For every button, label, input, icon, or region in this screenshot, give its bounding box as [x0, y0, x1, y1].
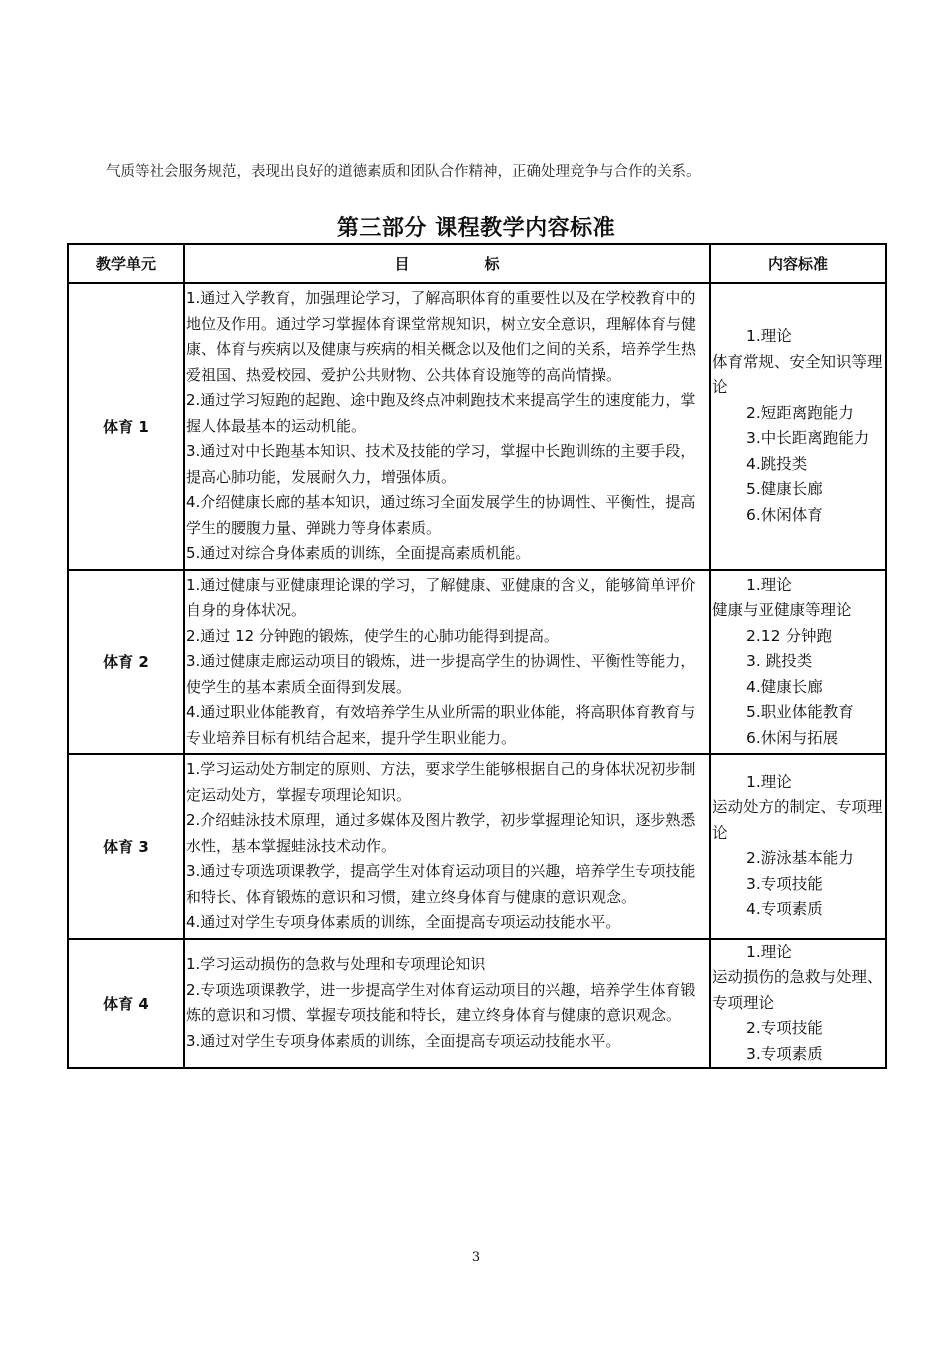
goal-item: 3.通过健康走廊运动项目的锻炼，进一步提高学生的协调性、平衡性等能力，使学生的基本素质全面得到发展。	[186, 652, 696, 696]
standard-item: 运动处方的制定、专项理论	[712, 798, 883, 842]
unit-cell: 体育 4	[68, 939, 184, 1069]
table-row	[68, 570, 886, 755]
standard-item: 6.休闲体育	[746, 505, 823, 524]
goals-cell	[184, 939, 710, 1069]
standard-item: 3.专项技能	[746, 874, 823, 893]
standard-item: 健康与亚健康等理论	[712, 601, 852, 619]
standard-item: 1.理论	[746, 575, 792, 594]
table-row	[68, 754, 886, 939]
standards-cell	[710, 283, 886, 570]
standard-item: 3.专项素质	[746, 1044, 823, 1063]
unit-cell: 体育 1	[68, 283, 184, 570]
standard-item: 2.短距离跑能力	[746, 403, 854, 422]
standard-item: 1.理论	[746, 327, 792, 346]
goals-cell	[184, 283, 710, 570]
goals-cell	[184, 570, 710, 755]
standard-item: 体育常规、安全知识等理论	[712, 352, 883, 397]
standards-cell	[710, 754, 886, 939]
table-row	[68, 939, 886, 1069]
standard-item: 5.健康长廊	[746, 480, 823, 499]
standard-item: 4.健康长廊	[746, 677, 823, 696]
standard-item: 1.理论	[746, 772, 792, 791]
standard-item: 6.休闲与拓展	[746, 728, 839, 747]
standard-item: 2.游泳基本能力	[746, 849, 854, 868]
standard-item: 3.中长距离跑能力	[746, 429, 870, 448]
goal-item: 1.通过健康与亚健康理论课的学习，了解健康、亚健康的含义，能够简单评价自身的身体状况。	[186, 575, 696, 619]
table-header-row	[68, 244, 886, 283]
standard-item: 5.职业体能教育	[746, 703, 854, 721]
intro-paragraph: 气质等社会服务规范，表现出良好的道德素质和团队合作精神，正确处理竞争与合作的关系。	[106, 164, 701, 180]
goal-item: 1.学习运动损伤的急救与处理和专项理论知识	[186, 955, 486, 974]
goal-item: 3.通过专项选项课教学，提高学生对体育运动项目的兴趣，培养学生专项技能和特长、体育锻炼的意识和习惯，建立终身体育与健康的意识观念。	[186, 862, 696, 906]
standard-item: 运动损伤的急救与处理、专项理论	[712, 968, 883, 1012]
goals-cell	[184, 754, 710, 939]
section-title: 第三部分 课程教学内容标准	[336, 216, 616, 241]
goal-item: 1.学习运动处方制定的原则、方法，要求学生能够根据自己的身体状况初步制定运动处方，掌握专项理论知识。	[186, 760, 696, 804]
goal-item: 1.通过入学教育，加强理论学习，了解高职体育的重要性以及在学校教育中的地位及作用。通过学习掌握体育课堂常规知识，树立安全意识，理解体育与健康、体育与疾病以及健康与疾病的相关概念以及他们之间的关系，培养学生热爱祖国、热爱校园、爱护公共财物、公共体育设施等的高尚情操。	[186, 289, 697, 384]
standard-item: 2.12 分钟跑	[746, 626, 832, 645]
goal-item: 2.通过学习短跑的起跑、途中跑及终点冲刺跑技术来提高学生的速度能力，掌握人体最基本的运动机能。	[186, 391, 696, 435]
standard-item: 3. 跳投类	[746, 652, 813, 670]
goal-item: 3.通过对中长跑基本知识、技术及技能的学习，掌握中长跑训练的主要手段，提高心肺功能，发展耐久力，增强体质。	[186, 442, 696, 486]
goal-item: 4.通过对学生专项身体素质的训练，全面提高专项运动技能水平。	[186, 913, 621, 931]
unit-cell: 体育 2	[68, 570, 184, 755]
standards-cell	[710, 939, 886, 1069]
header-unit: 教学单元	[68, 244, 184, 283]
goal-item: 2.介绍蛙泳技术原理，通过多媒体及图片教学，初步掌握理论知识，逐步熟悉水性，基本掌握蛙泳技术动作。	[186, 811, 696, 855]
unit-cell: 体育 3	[68, 754, 184, 939]
header-goal: 目 标	[184, 244, 710, 283]
standard-item: 4.跳投类	[746, 454, 808, 473]
standard-item: 2.专项技能	[746, 1019, 823, 1037]
content-standards-table	[67, 243, 887, 1069]
goal-item: 3.通过对学生专项身体素质的训练，全面提高专项运动技能水平。	[186, 1031, 621, 1050]
standard-item: 1.理论	[746, 942, 792, 961]
goal-item: 5.通过对综合身体素质的训练，全面提高素质机能。	[186, 544, 531, 562]
page-number: 3	[471, 1250, 481, 1265]
standard-item: 4.专项素质	[746, 900, 823, 919]
goal-item: 2.通过 12 分钟跑的锻炼，使学生的心肺功能得到提高。	[186, 626, 559, 645]
header-standard: 内容标准	[710, 244, 886, 283]
standards-cell	[710, 570, 886, 755]
goal-item: 4.通过职业体能教育，有效培养学生从业所需的职业体能，将高职体育教育与专业培养目标有机结合起来，提升学生职业能力。	[186, 703, 696, 747]
goal-item: 4.介绍健康长廊的基本知识，通过练习全面发展学生的协调性、平衡性，提高学生的腰腹力量、弹跳力等身体素质。	[186, 493, 696, 537]
table-row	[68, 283, 886, 570]
goal-item: 2.专项选项课教学，进一步提高学生对体育运动项目的兴趣，培养学生体育锻炼的意识和习惯、掌握专项技能和特长，建立终身体育与健康的意识观念。	[186, 980, 696, 1025]
